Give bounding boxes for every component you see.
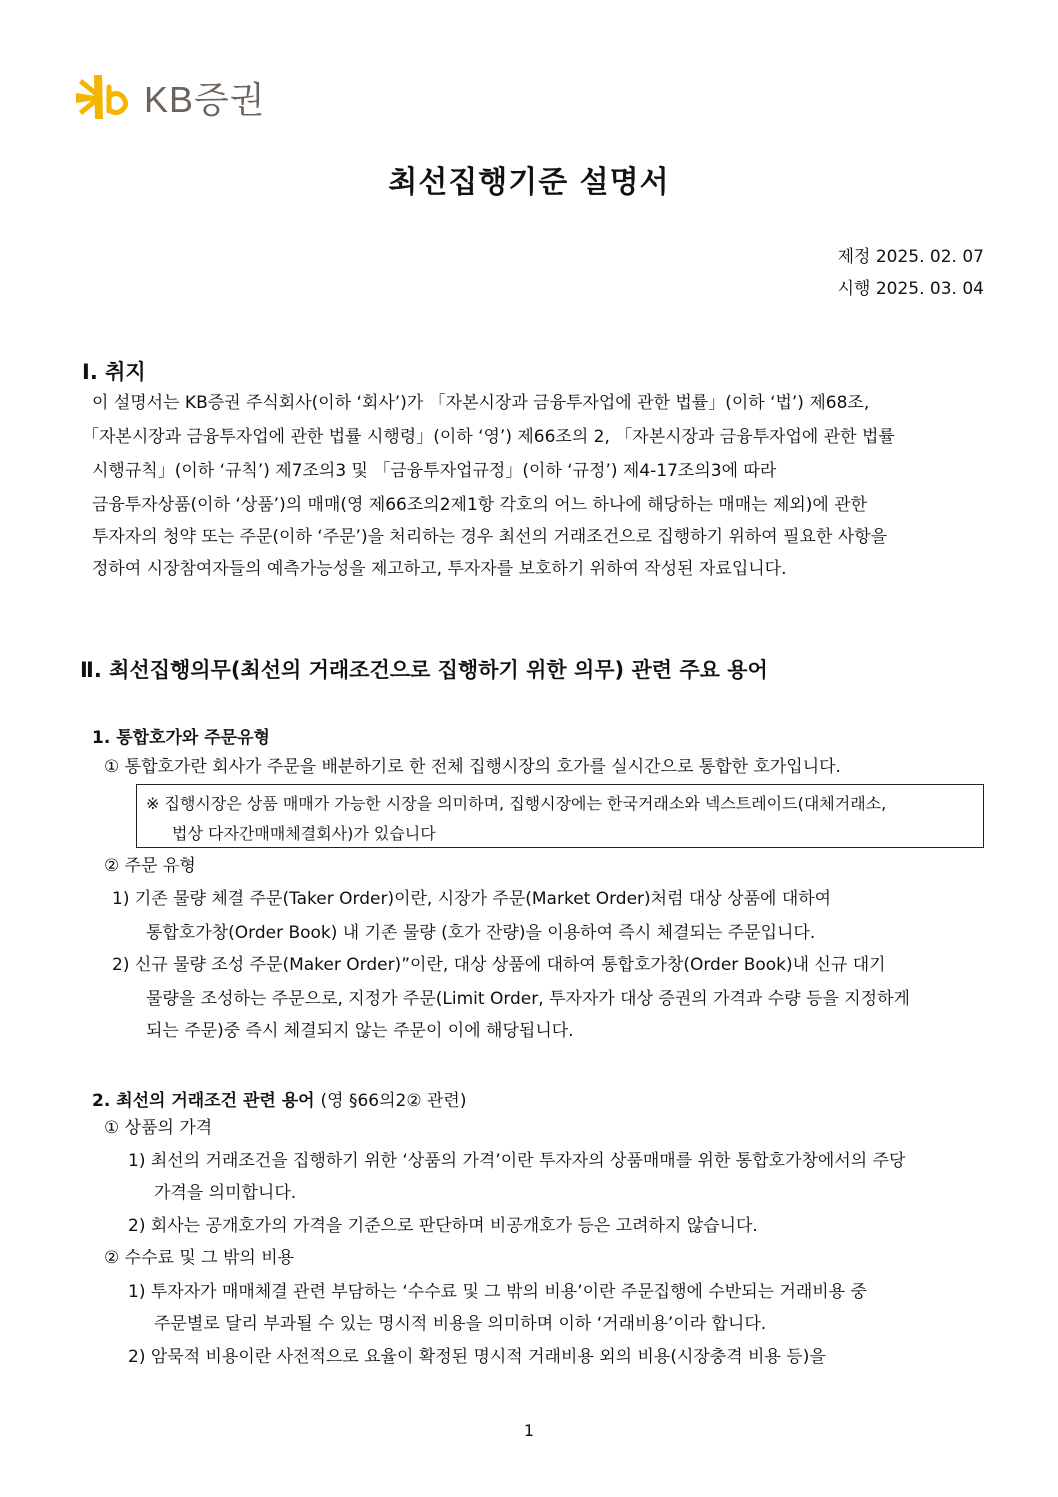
sub2-item-2-2-line-1: 2) 암묵적 비용이란 사전적으로 요율이 확정된 명시적 거래비용 외의 비용(시장충격 비용 등)을: [128, 1347, 826, 1367]
sub1-item-2-2-line-3: 되는 주문)중 즉시 체결되지 않는 주문이 이에 해당됩니다.: [146, 1021, 574, 1041]
subsection-2-heading: [92, 1086, 466, 1111]
sub1-item-2-2-line-1: 2) 신규 물량 조성 주문(Maker Order)”이란, 대상 상품에 대하여 통합호가창(Order Book)내 신규 대기: [112, 955, 886, 975]
sub2-item-1: ① 상품의 가격: [104, 1118, 213, 1138]
sub2-item-2-1-line-2: 주문별로 달리 부과될 수 있는 명시적 비용을 의미하며 이하 ‘거래비용’이라 합니다.: [154, 1314, 767, 1334]
sub1-item-2-1-line-1: 1) 기존 물량 체결 주문(Taker Order)이란, 시장가 주문(Market Order)처럼 대상 상품에 대하여: [112, 889, 832, 909]
note-line-1: ※ 집행시장은 상품 매매가 가능한 시장을 의미하며, 집행시장에는 한국거래소와 넥스트레이드(대체거래소,: [146, 794, 887, 813]
note-line-2: 법상 다자간매매체결회사)가 있습니다: [172, 824, 436, 843]
section-1-line-5: 투자자의 청약 또는 주문(이하 ‘주문’)을 처리하는 경우 최선의 거래조건으로 집행하기 위하여 필요한 사항을: [92, 527, 888, 547]
enacted-date: 제정 2025. 02. 07: [837, 247, 984, 267]
logo-brand-text: KB증권: [144, 78, 266, 120]
subsection-1-heading: 1. 통합호가와 주문유형: [92, 728, 270, 748]
section-2-heading: Ⅱ. 최선집행의무(최선의 거래조건으로 집행하기 위한 의무) 관련 주요 용어: [80, 658, 768, 682]
effective-date: 시행 2025. 03. 04: [837, 279, 984, 299]
subsection-2-title: 2. 최선의 거래조건 관련 용어: [92, 1091, 315, 1111]
sub2-item-2: ② 수수료 및 그 밖의 비용: [104, 1248, 295, 1268]
kb-star-icon: [76, 75, 138, 119]
document-title: 최선집행기준 설명서: [388, 165, 670, 200]
sub2-item-1-1-line-2: 가격을 의미합니다.: [154, 1183, 297, 1203]
sub1-item-2-1-line-2: 통합호가창(Order Book) 내 기존 물량 (호가 잔량)을 이용하여 즉시 체결되는 주문입니다.: [146, 923, 816, 943]
sub1-item-2: ② 주문 유형: [104, 856, 196, 876]
subsection-2-reference: (영 §66의2② 관련): [320, 1091, 467, 1111]
section-1-heading: Ⅰ. 취지: [82, 360, 146, 384]
section-1-line-1: 이 설명서는 KB증권 주식회사(이하 ‘회사’)가 「자본시장과 금융투자업에 관한 법률」(이하 ‘법’) 제68조,: [92, 393, 870, 413]
section-1-line-3: 시행규칙」(이하 ‘규칙’) 제7조의3 및 「금융투자업규정」(이하 ‘규정’) 제4-17조의3에 따라: [92, 461, 777, 481]
kb-logo: [76, 74, 266, 120]
section-1-line-4: 금융투자상품(이하 ‘상품’)의 매매(영 제66조의2제1항 각호의 어느 하나에 해당하는 매매는 제외)에 관한: [92, 495, 868, 515]
sub1-item-2-2-line-2: 물량을 조성하는 주문으로, 지정가 주문(Limit Order, 투자자가 대상 증권의 가격과 수량 등을 지정하게: [146, 989, 910, 1009]
sub2-item-2-1-line-1: 1) 투자자가 매매체결 관련 부담하는 ‘수수료 및 그 밖의 비용’이란 주문집행에 수반되는 거래비용 중: [128, 1282, 867, 1302]
section-1-line-2: 「자본시장과 금융투자업에 관한 법률 시행령」(이하 ‘영’) 제66조의 2, 「자본시장과 금융투자업에 관한 법률: [82, 427, 895, 447]
sub2-item-1-2: 2) 회사는 공개호가의 가격을 기준으로 판단하며 비공개호가 등은 고려하지 않습니다.: [128, 1216, 758, 1236]
sub1-item-1: ① 통합호가란 회사가 주문을 배분하기로 한 전체 집행시장의 호가를 실시간으로 통합한 호가입니다.: [104, 757, 841, 777]
section-1-line-6: 정하여 시장참여자들의 예측가능성을 제고하고, 투자자를 보호하기 위하여 작성된 자료입니다.: [92, 559, 787, 579]
sub2-item-1-1-line-1: 1) 최선의 거래조건을 집행하기 위한 ‘상품의 가격’이란 투자자의 상품매매를 위한 통합호가창에서의 주당: [128, 1151, 906, 1171]
page-number: 1: [523, 1421, 535, 1440]
